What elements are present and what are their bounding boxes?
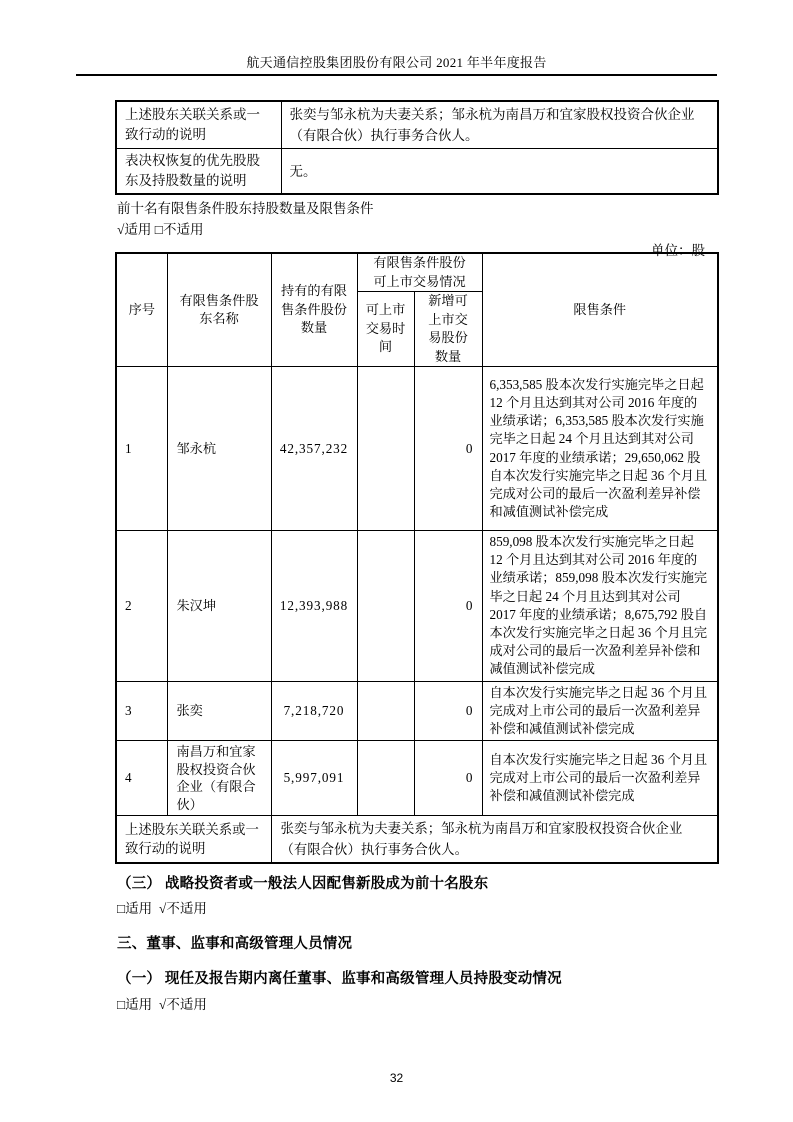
cell-new-tradable-shares: 0	[414, 531, 482, 682]
cell-restriction-conditions: 6,353,585 股本次发行实施完毕之日起 12 个月且达到其对公司 2016 年度的业绩承诺；6,353,585 股本次发行实施完毕之日起 24 个月且达到其对公司 2017 年度的业绩承诺；29,650,062 股自本次发行实施完毕之日起 36 个月且完成对公司的最后一次盈利差异补偿和减值测试补偿完成	[482, 367, 718, 531]
applicability-indicator: □适用 √不适用	[117, 997, 207, 1012]
note-value: 无。	[281, 149, 718, 195]
cell-new-tradable-shares: 0	[414, 741, 482, 816]
note-label: 表决权恢复的优先股股东及持股数量的说明	[116, 149, 281, 195]
cell-shareholder-name: 邹永杭	[167, 367, 271, 531]
table-relation-row	[116, 816, 718, 864]
table-header-row	[116, 253, 718, 292]
col-header-shareholder-name: 有限售条件股东名称	[167, 253, 271, 367]
restricted-shares-section-title: 前十名有限售条件股东持股数量及限售条件	[117, 201, 374, 216]
applicability-indicator: □适用 √不适用	[117, 901, 207, 916]
cell-shareholder-name: 朱汉坤	[167, 531, 271, 682]
cell-tradable-time	[357, 681, 414, 741]
restricted-shareholders-table	[115, 252, 719, 864]
cell-seq: 2	[116, 531, 167, 682]
cell-tradable-time	[357, 741, 414, 816]
subsection-heading-shareholding-changes: （一） 现任及报告期内离任董事、监事和高级管理人员持股变动情况	[117, 971, 562, 987]
table-row	[116, 681, 718, 741]
cell-seq: 4	[116, 741, 167, 816]
cell-new-tradable-shares: 0	[414, 367, 482, 531]
applicability-indicator: √适用 □不适用	[117, 222, 204, 237]
cell-restriction-conditions: 自本次发行实施完毕之日起 36 个月且完成对上市公司的最后一次盈利差异补偿和减值测试补偿完成	[482, 741, 718, 816]
table-row	[116, 367, 718, 531]
cell-restriction-conditions: 自本次发行实施完毕之日起 36 个月且完成对上市公司的最后一次盈利差异补偿和减值测试补偿完成	[482, 681, 718, 741]
cell-seq: 1	[116, 367, 167, 531]
col-header-restriction-conditions: 限售条件	[482, 253, 718, 367]
cell-tradable-time	[357, 367, 414, 531]
cell-shareholder-name: 南昌万和宜家股权投资合伙企业（有限合伙）	[167, 741, 271, 816]
col-header-restricted-shares: 持有的有限售条件股份数量	[271, 253, 357, 367]
col-header-seq: 序号	[116, 253, 167, 367]
relation-label: 上述股东关联关系或一致行动的说明	[116, 816, 271, 864]
relation-value: 张奕与邹永杭为夫妻关系；邹永杭为南昌万和宜家股权投资合伙企业（有限合伙）执行事务合伙人。	[271, 816, 718, 864]
table-row	[116, 149, 718, 195]
table-row	[116, 101, 718, 149]
unit-label: 单位：股	[651, 243, 705, 258]
header-divider	[76, 74, 717, 76]
section-heading-strategic-investors: （三） 战略投资者或一般法人因配售新股成为前十名股东	[117, 876, 489, 892]
chapter-heading-directors: 三、董事、监事和高级管理人员情况	[117, 936, 353, 952]
note-label: 上述股东关联关系或一致行动的说明	[116, 101, 281, 149]
cell-tradable-time	[357, 531, 414, 682]
note-value: 张奕与邹永杭为夫妻关系；邹永杭为南昌万和宜家股权投资合伙企业（有限合伙）执行事务合伙人。	[281, 101, 718, 149]
table-row	[116, 531, 718, 682]
cell-restricted-shares: 12,393,988	[271, 531, 357, 682]
shareholder-notes-table	[115, 100, 719, 195]
cell-shareholder-name: 张奕	[167, 681, 271, 741]
report-title: 航天通信控股集团股份有限公司 2021 年半年度报告	[246, 55, 547, 70]
col-header-tradable-group: 有限售条件股份可上市交易情况	[357, 253, 482, 292]
table-row	[116, 741, 718, 816]
col-header-new-tradable-shares: 新增可上市交易股份数量	[414, 292, 482, 367]
cell-restricted-shares: 7,218,720	[271, 681, 357, 741]
cell-restricted-shares: 5,997,091	[271, 741, 357, 816]
cell-new-tradable-shares: 0	[414, 681, 482, 741]
col-header-tradable-time: 可上市交易时间	[357, 292, 414, 367]
cell-restriction-conditions: 859,098 股本次发行实施完毕之日起 12 个月且达到其对公司 2016 年度的业绩承诺；859,098 股本次发行实施完毕之日起 24 个月且达到其对公司 2017 年度的业绩承诺；8,675,792 股自本次发行实施完毕之日起 36 个月且完成对公司的最后一次盈利差异补偿和减值测试补偿完成	[482, 531, 718, 682]
cell-restricted-shares: 42,357,232	[271, 367, 357, 531]
page-number: 32	[389, 1071, 404, 1085]
cell-seq: 3	[116, 681, 167, 741]
